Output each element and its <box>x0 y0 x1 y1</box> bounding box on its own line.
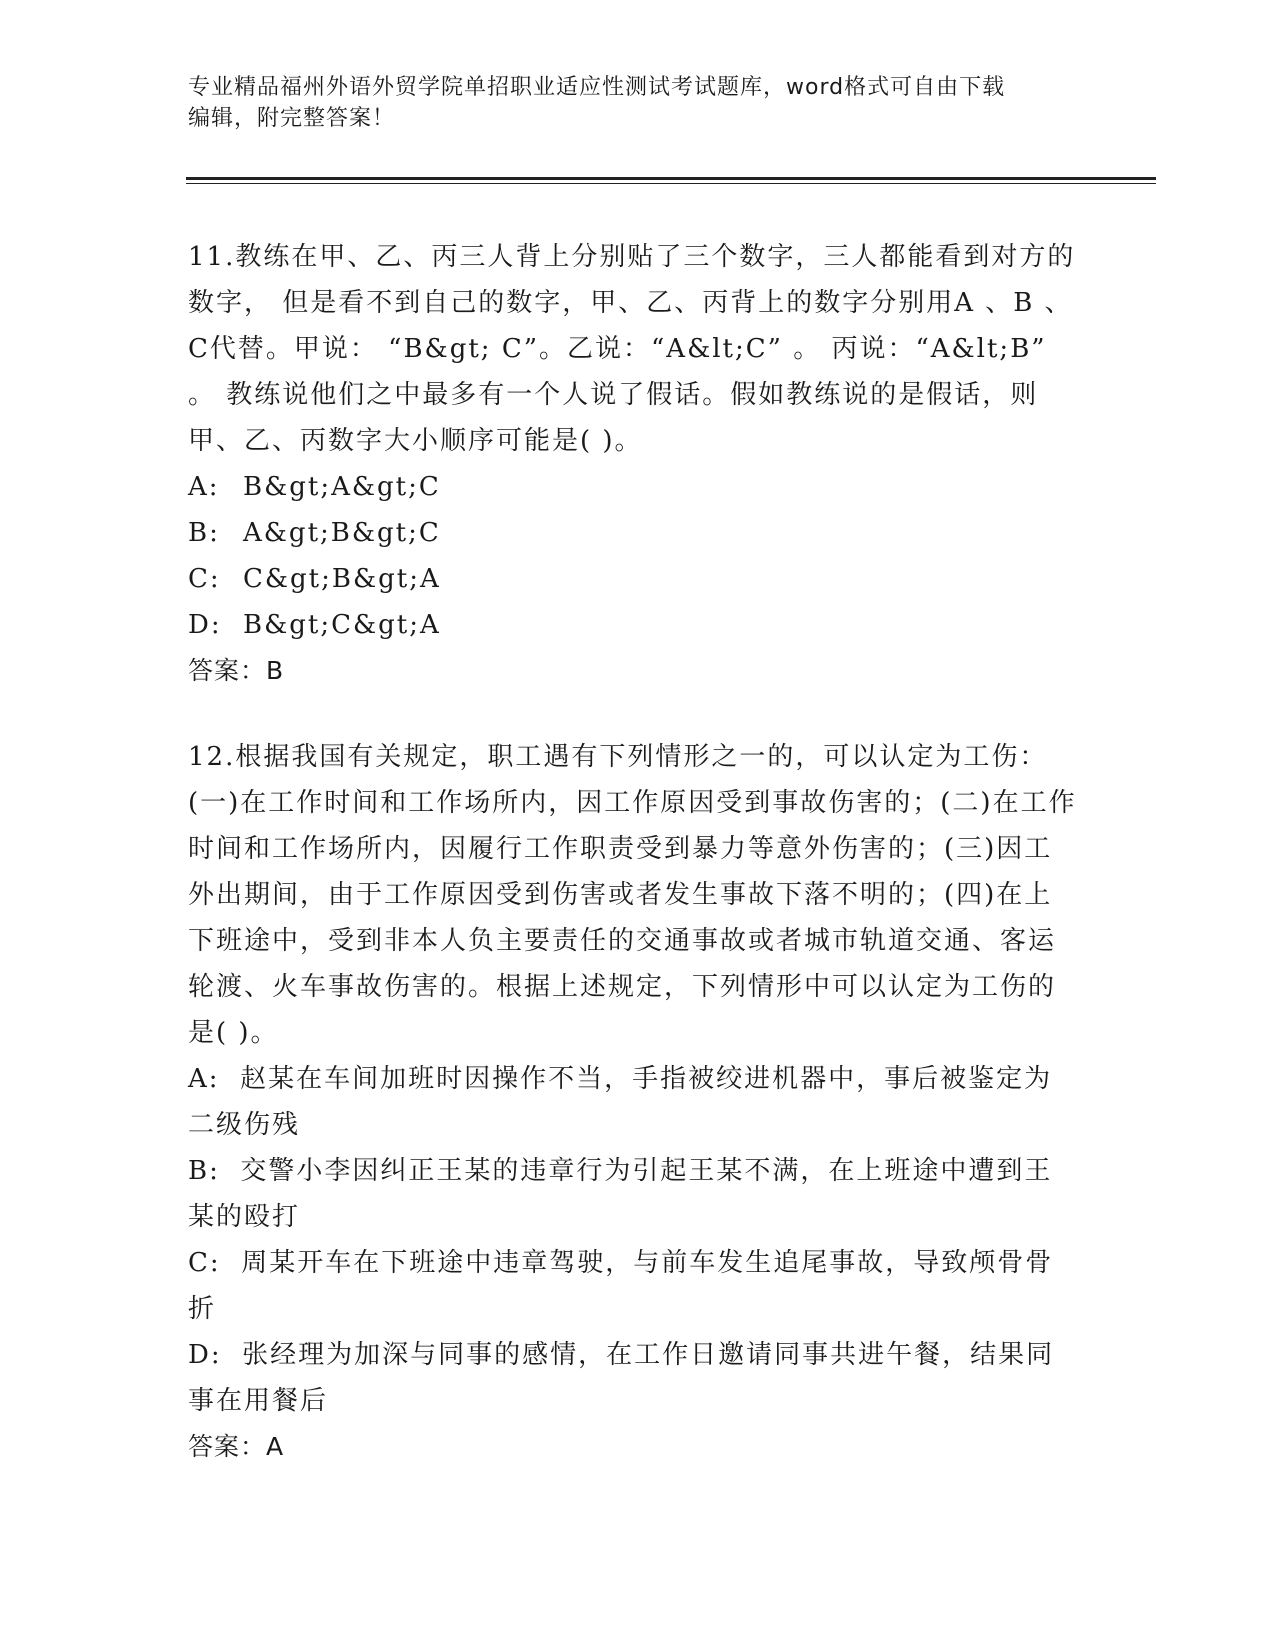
document-header <box>188 72 1068 134</box>
option-c <box>188 556 1078 602</box>
option-c <box>188 1240 1078 1332</box>
option-text: A&gt;B&gt;C <box>243 518 441 548</box>
option-key: B: <box>188 1156 220 1186</box>
question-stem: 11.教练在甲、乙、丙三人背上分别贴了三个数字，三人都能看到对方的数字， 但是看不到自己的数字，甲、乙、丙背上的数字分别用A 、B 、C代替。甲说： “B&gt; C”。乙说：“A&lt;C” 。 丙说：“A&lt;B” 。 教练说他们之中最多有一个人说了假话。假如教练说的是假话，则甲、乙、丙数字大小顺序可能是( )。 <box>188 242 1076 456</box>
header-divider-thin <box>186 183 1156 184</box>
option-a <box>188 464 1078 510</box>
header-line-2: 编辑，附完整答案！ <box>188 106 396 131</box>
answer-line: 答案：A <box>188 1432 285 1461</box>
option-a <box>188 1056 1078 1148</box>
option-text: B&gt;A&gt;C <box>243 472 441 502</box>
question-11 <box>188 234 1078 694</box>
option-text: C&gt;B&gt;A <box>243 564 441 594</box>
option-b <box>188 510 1078 556</box>
question-12 <box>188 734 1078 1470</box>
option-key: A: <box>188 1064 220 1094</box>
option-key: C: <box>188 564 221 594</box>
option-text: 交警小李因纠正王某的违章行为引起王某不满，在上班途中遭到王某的殴打 <box>188 1156 1053 1232</box>
header-divider-thick <box>186 177 1156 180</box>
option-text: 赵某在车间加班时因操作不当，手指被绞进机器中，事后被鉴定为二级伤残 <box>188 1064 1053 1140</box>
option-key: B: <box>188 518 220 548</box>
option-key: A: <box>188 472 220 502</box>
option-text: 张经理为加深与同事的感情，在工作日邀请同事共进午餐，结果同事在用餐后 <box>188 1340 1055 1416</box>
option-key: D: <box>188 1340 222 1370</box>
option-b <box>188 1148 1078 1240</box>
option-text: B&gt;C&gt;A <box>243 610 441 640</box>
option-d <box>188 1332 1078 1424</box>
option-d <box>188 602 1078 648</box>
option-key: D: <box>188 610 222 640</box>
question-stem: 12.根据我国有关规定，职工遇有下列情形之一的，可以认定为工伤：(一)在工作时间和工作场所内，因工作原因受到事故伤害的；(二)在工作时间和工作场所内，因履行工作职责受到暴力等意外伤害的；(三)因工外出期间，由于工作原因受到伤害或者发生事故下落不明的；(四)在上下班途中，受到非本人负主要责任的交通事故或者城市轨道交通、客运轮渡、火车事故伤害的。根据上述规定，下列情形中可以认定为工伤的是( )。 <box>188 742 1077 1048</box>
header-line-1: 专业精品福州外语外贸学院单招职业适应性测试考试题库，word格式可自由下载 <box>188 75 1006 100</box>
option-key: C: <box>188 1248 221 1278</box>
option-text: 周某开车在下班途中违章驾驶，与前车发生追尾事故，导致颅骨骨折 <box>188 1248 1054 1324</box>
answer-line: 答案：B <box>188 656 285 685</box>
